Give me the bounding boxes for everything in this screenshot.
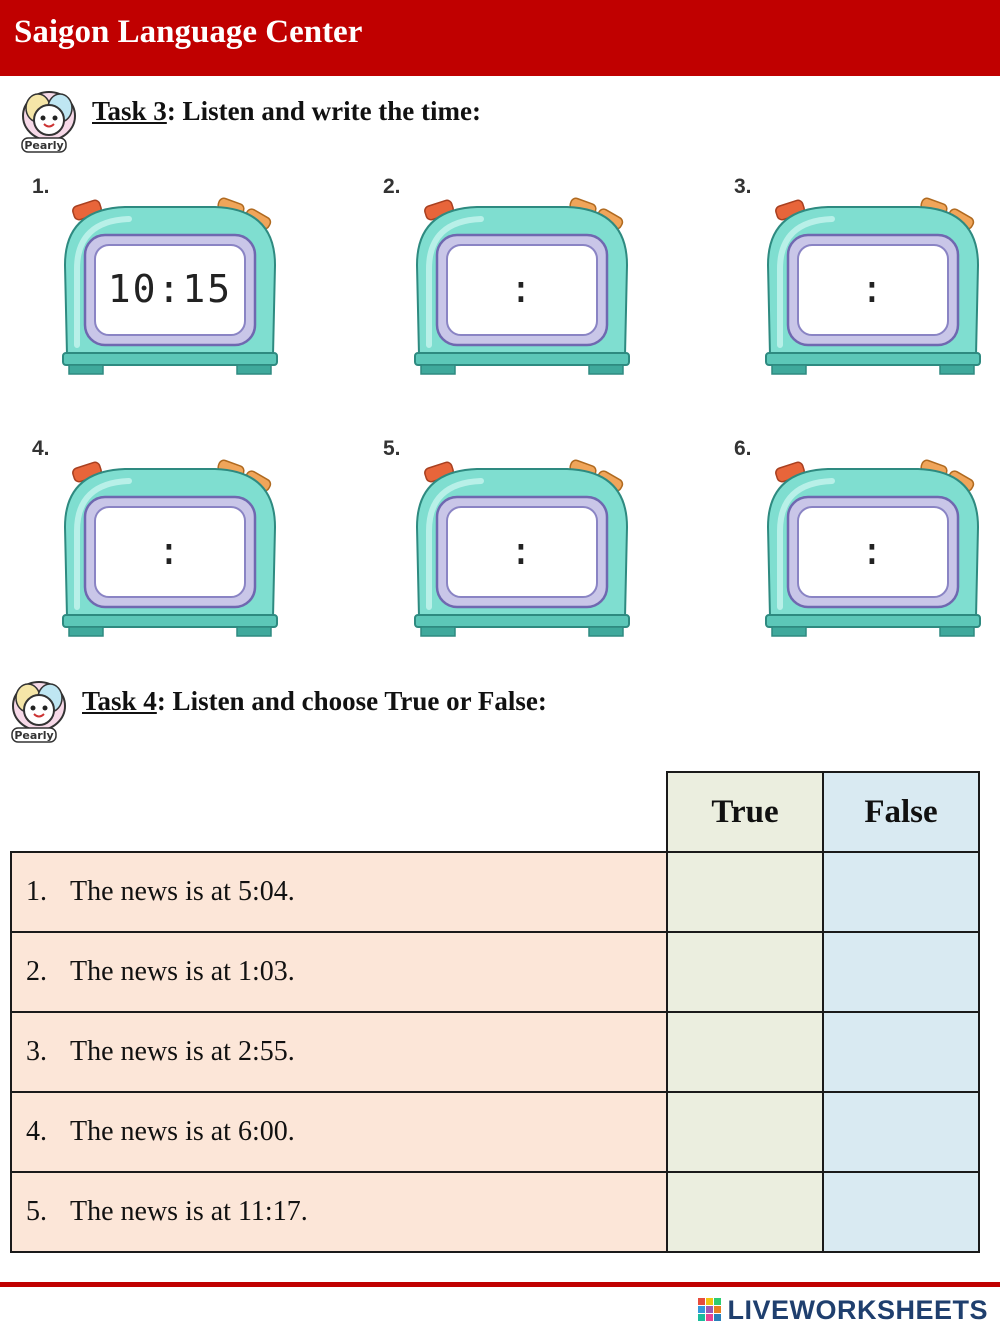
- false-column-header: False: [823, 772, 979, 852]
- mascot-label: Pearly: [24, 139, 64, 152]
- statement-text: The news is at 5:04.: [70, 876, 295, 907]
- digital-clock: [407, 457, 637, 642]
- statement-number: 3.: [26, 1036, 47, 1067]
- digital-clock: [758, 195, 988, 380]
- statement-text: The news is at 1:03.: [70, 956, 295, 987]
- digital-clock: [407, 195, 637, 380]
- true-answer-cell[interactable]: [667, 852, 823, 932]
- clock-number: 5.: [383, 437, 401, 460]
- false-answer-cell[interactable]: [823, 852, 979, 932]
- statement-number: 2.: [26, 956, 47, 987]
- true-answer-cell[interactable]: [667, 1092, 823, 1172]
- statement-cell: [11, 932, 667, 1012]
- table-row: [11, 1092, 979, 1172]
- clock-time-display[interactable]: :: [860, 529, 886, 573]
- table-header-row: [11, 772, 979, 852]
- clock-number: 1.: [32, 175, 50, 198]
- statement-number: 1.: [26, 876, 47, 907]
- statement-text: The news is at 11:17.: [70, 1196, 308, 1227]
- task4-heading: [82, 686, 547, 717]
- false-answer-cell[interactable]: [823, 1092, 979, 1172]
- true-answer-cell[interactable]: [667, 1172, 823, 1252]
- digital-clock: [55, 457, 285, 642]
- statement-cell: [11, 1012, 667, 1092]
- false-answer-cell[interactable]: [823, 932, 979, 1012]
- footer-logo: [697, 1292, 988, 1328]
- false-answer-cell[interactable]: [823, 1012, 979, 1092]
- page-title: Saigon Language Center: [14, 14, 363, 50]
- clock-time-display[interactable]: 10:15: [107, 267, 233, 311]
- task4-label: Task 4: [82, 686, 157, 716]
- table-row: [11, 852, 979, 932]
- true-answer-cell[interactable]: [667, 1012, 823, 1092]
- footer-divider: [0, 1282, 1000, 1287]
- statement-text: The news is at 6:00.: [70, 1116, 295, 1147]
- digital-clock: [758, 457, 988, 642]
- statement-cell: [11, 852, 667, 932]
- statement-number: 4.: [26, 1116, 47, 1147]
- task4-instruction: : Listen and choose True or False:: [156, 686, 547, 716]
- task3-heading: [92, 96, 481, 127]
- pearly-mascot-icon: [6, 678, 72, 744]
- clock-time-display[interactable]: :: [509, 529, 535, 573]
- task3-label: Task 3: [92, 96, 167, 126]
- table-corner-blank: [11, 772, 667, 852]
- statement-cell: [11, 1172, 667, 1252]
- statement-cell: [11, 1092, 667, 1172]
- clock-time-display[interactable]: :: [509, 267, 535, 311]
- clock-number: 4.: [32, 437, 50, 460]
- false-answer-cell[interactable]: [823, 1172, 979, 1252]
- table-row: [11, 1172, 979, 1252]
- footer-brand: LIVEWORKSHEETS: [727, 1294, 988, 1325]
- task3-instruction: : Listen and write the time:: [166, 96, 482, 126]
- pearly-mascot-icon: [16, 88, 82, 154]
- mascot-label: Pearly: [14, 729, 54, 742]
- statement-text: The news is at 2:55.: [70, 1036, 295, 1067]
- table-row: [11, 932, 979, 1012]
- digital-clock: [55, 195, 285, 380]
- clock-time-display[interactable]: :: [157, 529, 183, 573]
- clock-number: 3.: [734, 175, 752, 198]
- true-answer-cell[interactable]: [667, 932, 823, 1012]
- clock-number: 2.: [383, 175, 401, 198]
- true-false-table: [10, 771, 980, 1253]
- table-row: [11, 1012, 979, 1092]
- true-column-header: True: [667, 772, 823, 852]
- statement-number: 5.: [26, 1196, 47, 1227]
- liveworksheets-blocks-icon: [697, 1297, 723, 1323]
- clock-number: 6.: [734, 437, 752, 460]
- page-header: [0, 0, 1000, 76]
- clock-time-display[interactable]: :: [860, 267, 886, 311]
